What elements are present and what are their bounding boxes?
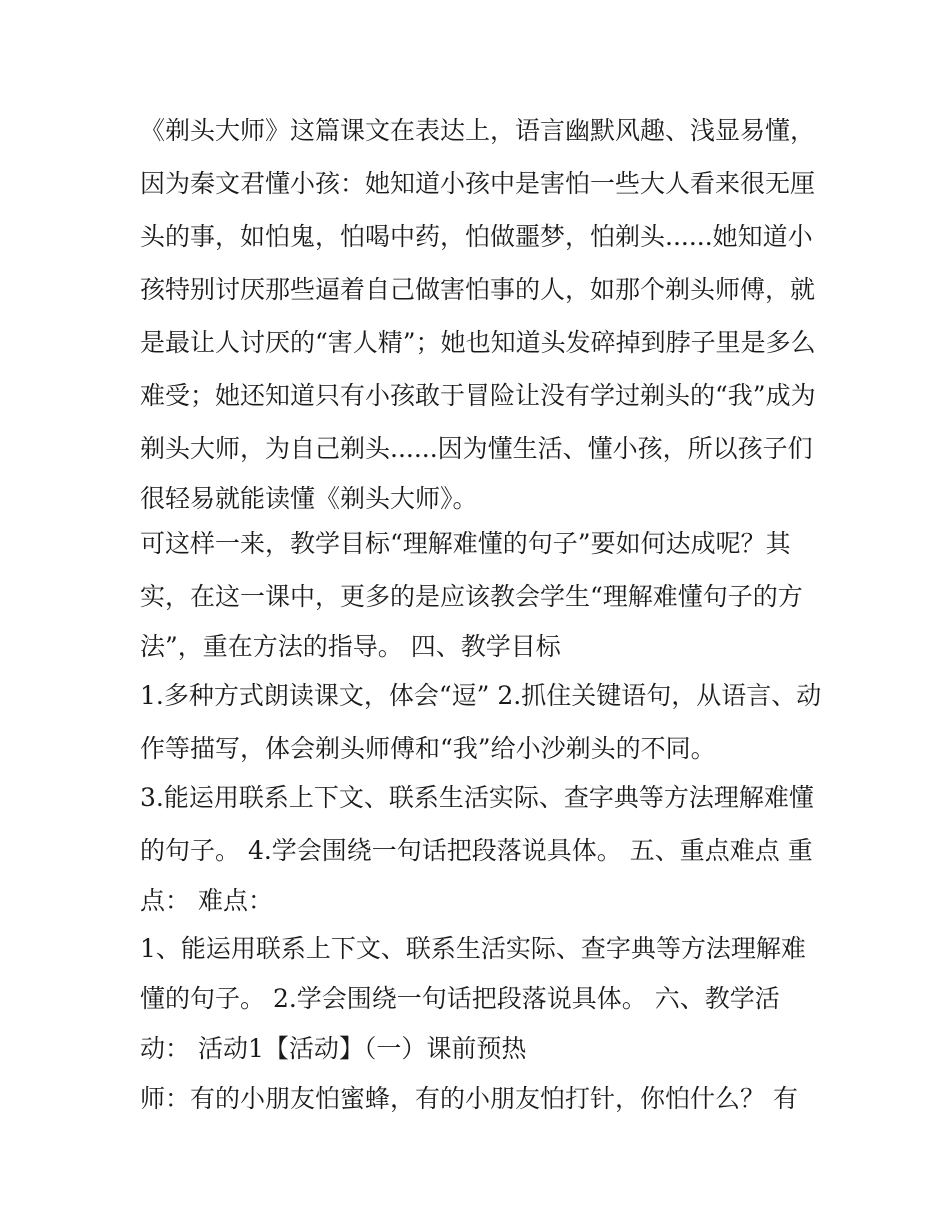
text-line: 是最让人讨厌的“害人精”；她也知道头发碎掉到脖子里是多么 [140, 328, 816, 357]
text-line: 的句子。 4.学会围绕一句话把段落说具体。 五、重点难点 重 [140, 836, 813, 865]
text-line: 作等描写，体会剃头师傅和“我”给小沙剃头的不同。 [140, 734, 716, 763]
text-line: 可这样一来，教学目标“理解难懂的句子”要如何达成呢？其 [140, 529, 791, 558]
text-line: 难受；她还知道只有小孩敢于冒险让没有学过剃头的“我”成为 [140, 381, 816, 410]
text-line: 懂的句子。 2.学会围绕一句话把段落说具体。 六、教学活 [140, 984, 780, 1013]
text-line: 很轻易就能读懂《剃头大师》。 [140, 484, 478, 513]
text-line: 头的事，如怕鬼，怕喝中药，怕做噩梦，怕剃头......她知道小 [140, 222, 813, 251]
text-line: 3.能运用联系上下文、联系生活实际、查字典等方法理解难懂 [140, 783, 814, 812]
text-line: 孩特别讨厌那些逼着自己做害怕事的人，如那个剃头师傅，就 [140, 275, 816, 304]
text-line: 点： 难点： [140, 886, 273, 915]
text-line: 动： 活动1【活动】（一）课前预热 [140, 1034, 527, 1063]
text-line: 因为秦文君懂小孩：她知道小孩中是害怕一些大人看来很无厘 [140, 169, 816, 198]
text-line: 1.多种方式朗读课文，体会“逗” 2.抓住关键语句，从语言、动 [140, 681, 822, 710]
text-line: 师：有的小朋友怕蜜蜂，有的小朋友怕打针，你怕什么？ 有 [140, 1084, 798, 1113]
text-line: 1、能运用联系上下文、联系生活实际、查字典等方法理解难 [140, 934, 806, 963]
text-line: 法”，重在方法的指导。 四、教学目标 [140, 632, 561, 661]
text-line: 实，在这一课中，更多的是应该教会学生“理解难懂句子的方 [140, 582, 803, 611]
text-line: 剃头大师，为自己剃头......因为懂生活、懂小孩，所以孩子们 [140, 434, 813, 463]
text-line: 《剃头大师》这篇课文在表达上，语言幽默风趣、浅显易懂， [140, 116, 816, 145]
